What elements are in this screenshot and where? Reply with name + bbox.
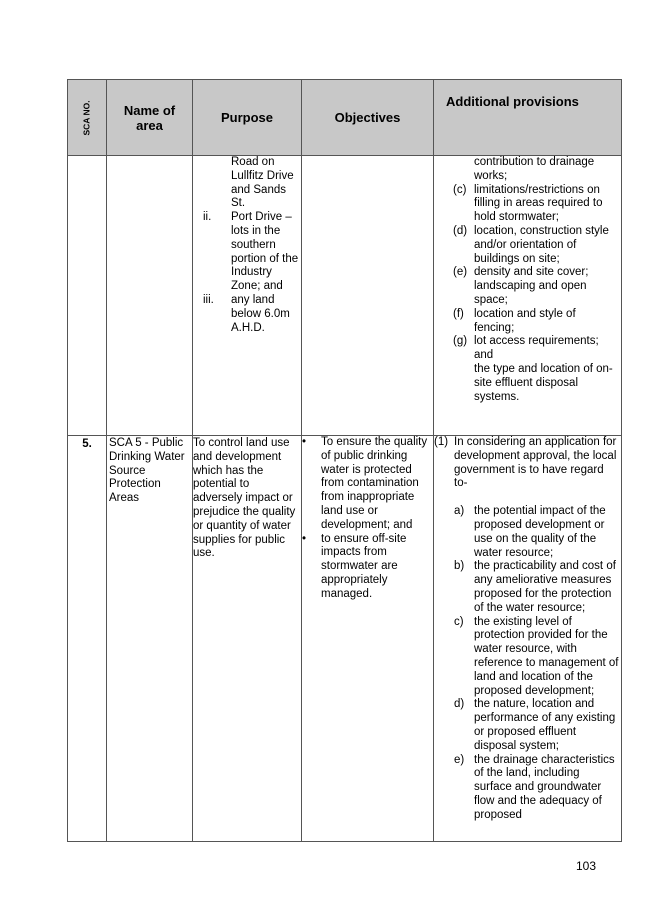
provision-item-text: the existing level of protection provided for the water resource, with reference to management of land and location of the proposed development; bbox=[474, 615, 619, 697]
cell-area-name: SCA 5 - Public Drinking Water Source Protection Areas bbox=[107, 436, 193, 842]
additional-item-marker: (d) bbox=[453, 224, 468, 237]
provision-item-text: the nature, location and performance of any existing or proposed effluent disposal system; bbox=[474, 698, 616, 752]
additional-item bbox=[434, 308, 621, 336]
additional-item-text: location and style of fencing; bbox=[474, 307, 576, 334]
purpose-list bbox=[193, 211, 301, 335]
provision-item bbox=[434, 616, 621, 699]
objectives-list bbox=[302, 436, 433, 602]
page-number: 103 bbox=[576, 859, 597, 873]
table-row-continued bbox=[68, 156, 622, 436]
header-sca-no: SCA NO. bbox=[68, 80, 107, 156]
cell-sca-no-cont bbox=[68, 156, 107, 436]
sca-table bbox=[67, 79, 622, 842]
additional-item bbox=[434, 266, 621, 307]
provision-item-marker: e) bbox=[454, 753, 465, 766]
objective-item-marker: • bbox=[302, 532, 307, 545]
provision-item bbox=[434, 505, 621, 560]
purpose-item bbox=[193, 294, 301, 335]
additional-item-text: limitations/restrictions on filling in areas required to hold stormwater; bbox=[474, 183, 603, 224]
provision-list bbox=[434, 505, 621, 822]
cell-additional-cont bbox=[434, 156, 622, 436]
additional-item-marker: (e) bbox=[453, 266, 468, 279]
purpose-item-text: any land below 6.0m A.H.D. bbox=[231, 293, 290, 334]
provision-item-marker: c) bbox=[454, 615, 464, 628]
additional-item-marker: (g) bbox=[453, 335, 468, 348]
provision-1 bbox=[434, 436, 621, 491]
additional-item bbox=[434, 335, 621, 363]
provision-item bbox=[434, 754, 621, 823]
additional-item-text: location, construction style and/or orientation of buildings on site; bbox=[474, 224, 609, 265]
header-purpose: Purpose bbox=[193, 80, 302, 156]
provision-item bbox=[434, 698, 621, 753]
provision-item-text: the potential impact of the proposed development or use on the quality of the water resource; bbox=[474, 505, 606, 559]
provision-item-marker: d) bbox=[454, 698, 465, 711]
cell-additional bbox=[434, 436, 622, 842]
objective-item bbox=[302, 436, 433, 533]
objective-item-text: to ensure off-site impacts from stormwater are appropriately managed. bbox=[321, 532, 407, 600]
additional-tail: the type and location of on-site effluent disposal systems. bbox=[474, 362, 613, 403]
purpose-intro: Road on Lullfitz Drive and Sands St. bbox=[231, 156, 294, 210]
objective-item-text: To ensure the quality of public drinking water is protected from contamination from inappropriate land use or development; and bbox=[321, 436, 428, 531]
additional-item-text: density and site cover; landscaping and open space; bbox=[474, 266, 589, 306]
purpose-item-text: Port Drive – lots in the southern portion of the Industry Zone; and bbox=[231, 211, 299, 293]
additional-item bbox=[434, 225, 621, 266]
header-name: Name of area bbox=[107, 80, 193, 156]
provision-item-marker: b) bbox=[454, 560, 465, 573]
cell-objectives bbox=[302, 436, 434, 842]
purpose-item bbox=[193, 211, 301, 294]
cell-purpose: To control land use and development which has the potential to adversely impact or prejudice the quality or quantity of water supplies for public use. bbox=[193, 436, 302, 842]
cell-sca-number: 5. bbox=[68, 436, 107, 842]
objective-item-marker: • bbox=[302, 436, 307, 448]
additional-item bbox=[434, 184, 621, 225]
header-additional: Additional provisions bbox=[434, 80, 622, 156]
cell-name-cont bbox=[107, 156, 193, 436]
table-row-5 bbox=[68, 436, 622, 842]
additional-intro: contribution to drainage works; bbox=[474, 156, 595, 182]
provision-item bbox=[434, 560, 621, 615]
provision-item-text: the practicability and cost of any ameliorative measures proposed for the protection of the water resource; bbox=[474, 560, 616, 614]
purpose-item-marker: iii. bbox=[203, 293, 214, 306]
additional-item-text: lot access requirements; and bbox=[474, 335, 599, 362]
additional-list bbox=[434, 184, 621, 363]
provision-intro: In considering an application for development approval, the local government is to have regard to- bbox=[454, 436, 617, 490]
table-header-row bbox=[68, 80, 622, 156]
cell-objectives-cont bbox=[302, 156, 434, 436]
header-objectives: Objectives bbox=[302, 80, 434, 156]
provision-item-marker: a) bbox=[454, 505, 465, 518]
provision-item-text: the drainage characteristics of the land, including surface and groundwater flow and the adequacy of proposed bbox=[474, 753, 615, 821]
additional-item-marker: (c) bbox=[453, 183, 467, 196]
purpose-item-marker: ii. bbox=[203, 211, 212, 224]
provision-marker: (1) bbox=[434, 436, 449, 448]
objective-item bbox=[302, 533, 433, 602]
additional-item-marker: (f) bbox=[453, 307, 464, 320]
cell-purpose-cont bbox=[193, 156, 302, 436]
